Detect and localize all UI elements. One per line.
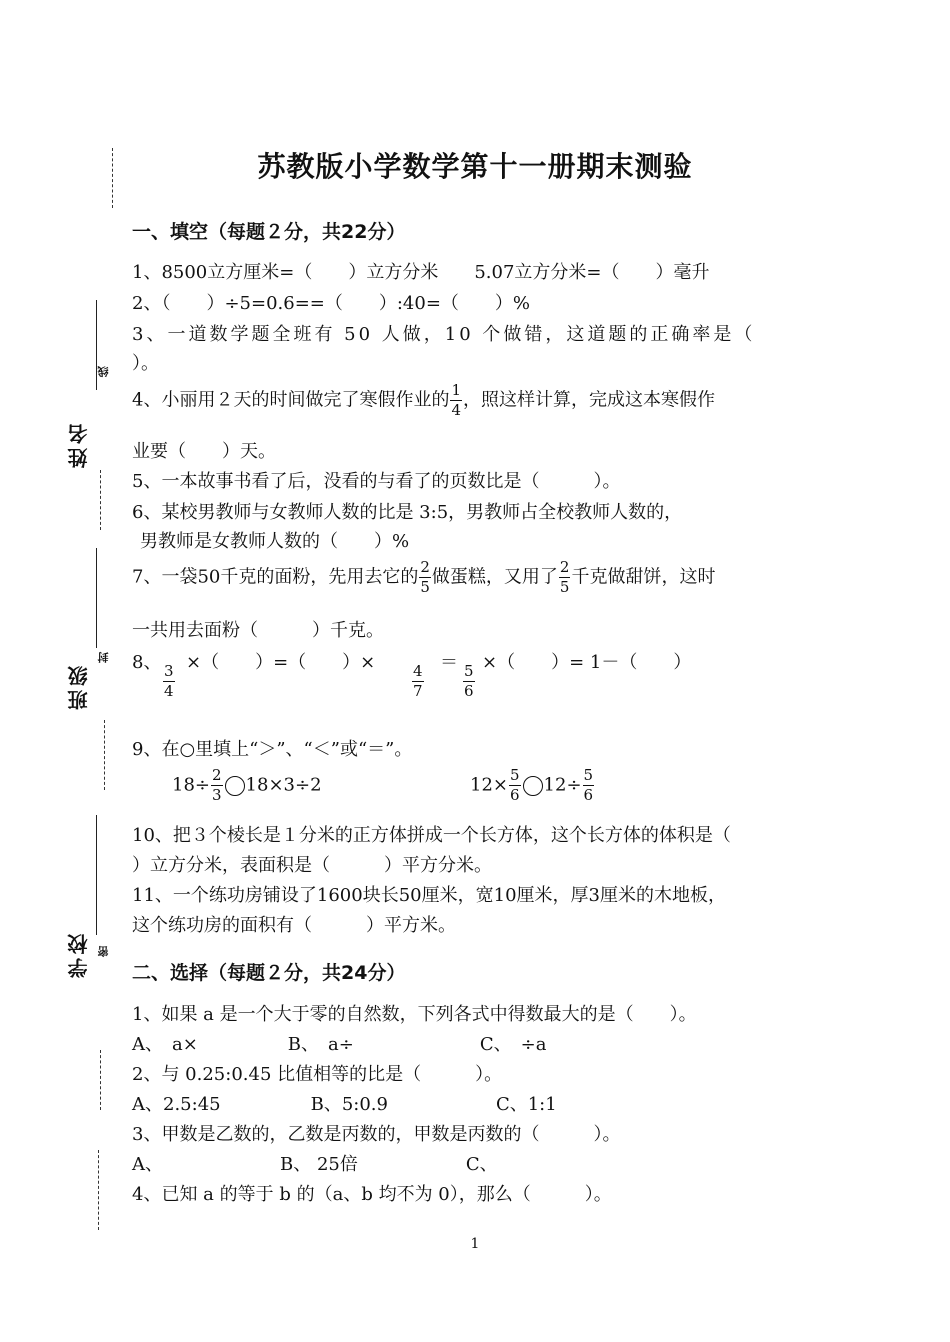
section-2-heading: 二、选择（每题２分，共24分） <box>132 962 406 984</box>
question-1-2: 2、（ ）÷5=0.6==（ ）:40=（ ）% <box>132 293 531 314</box>
question-2-3-options: A、 B、 25倍 C、 <box>132 1154 498 1175</box>
question-1-3: 3、一道数学题全班有 50 人做，10 个做错，这道题的正确率是（ <box>132 324 756 345</box>
question-1-5: 5、一本故事书看了后，没看的与看了的页数比是（ ）。 <box>132 471 621 492</box>
question-1-8-equals: ＝ <box>440 652 458 673</box>
question-1-7-cont: 一共用去面粉（ ）千克。 <box>132 620 384 641</box>
fraction: $\frac{5}{6}$ <box>464 662 474 700</box>
question-1-8-frac3 <box>462 662 476 701</box>
question-1-8-frac2 <box>411 662 425 701</box>
class-label: 班级 <box>67 662 91 710</box>
binding-dash <box>104 720 105 790</box>
question-1-11: 11、一个练功房铺设了1600块长50厘米，宽10厘米，厚3厘米的木地板， <box>132 885 726 906</box>
compare-expression-2: 12× $\frac{5}{6}$ 12÷ $\frac{5}{6}$ <box>470 766 594 804</box>
fraction: $\frac{5}{6}$ <box>583 766 594 804</box>
question-1-10-cont: ）立方分米，表面积是（ ）平方分米。 <box>132 855 492 876</box>
class-underline <box>96 548 97 648</box>
fraction: $\frac{4}{7}$ <box>413 662 423 700</box>
page-title: 苏教版小学数学第十一册期末测验 <box>257 150 693 183</box>
question-1-8: 8、 <box>132 652 162 673</box>
compare-expression-1: 18÷ $\frac{2}{3}$ 18×3÷2 <box>172 766 322 804</box>
question-2-1-options: A、 a× B、 a÷ C、 ÷a <box>132 1034 547 1055</box>
binding-mark-seal: 封 <box>97 652 110 663</box>
fraction: $\frac{2}{5}$ <box>420 558 430 596</box>
fraction: $\frac{1}{4}$ <box>451 381 461 419</box>
school-label: 学校 <box>67 930 91 978</box>
question-1-7: 7、一袋50千克的面粉，先用去它的 $\frac{2}{5}$ 做蛋糕，又用了 $\frac{2}{5}$ 千克做甜饼，这时 <box>132 558 716 596</box>
binding-mark-secret: 密 <box>97 946 110 957</box>
question-1-9: 9、在○里填上“＞”、“＜”或“＝”。 <box>132 739 413 760</box>
question-2-2-options: A、2.5:45 B、5:0.9 C、1:1 <box>132 1094 557 1115</box>
question-1-4: 4、小丽用２天的时间做完了寒假作业的 $\frac{1}{4}$ ，照这样计算，完成这本寒假作 <box>132 381 715 419</box>
binding-dash <box>100 470 101 530</box>
question-1-6-cont: 男教师是女教师人数的（ ）% <box>140 531 410 552</box>
question-1-6: 6、某校男教师与女教师人数的比是 3:5，男教师占全校教师人数的， <box>132 502 683 523</box>
compare-circle[interactable] <box>523 776 543 796</box>
question-2-3: 3、甲数是乙数的，乙数是丙数的，甲数是丙数的（ ）。 <box>132 1124 621 1145</box>
question-2-2: 2、与 0.25:0.45 比值相等的比是（ ）。 <box>132 1064 503 1085</box>
binding-dash <box>100 1050 101 1110</box>
question-1-4-cont: 业要（ ）天。 <box>132 441 276 462</box>
question-1-1: 1、8500立方厘米=（ ）立方分米 5.07立方分米=（ ）毫升 <box>132 262 710 283</box>
question-1-8-text1: ×（ ）=（ ）× <box>186 652 376 673</box>
fraction: $\frac{2}{3}$ <box>212 766 222 804</box>
compare-circle[interactable] <box>225 776 245 796</box>
question-2-1: 1、如果 a 是一个大于零的自然数，下列各式中得数最大的是（ ）。 <box>132 1004 697 1025</box>
binding-mark-line: 线 <box>97 366 110 377</box>
fraction: $\frac{5}{6}$ <box>510 766 520 804</box>
binding-dash <box>98 1150 99 1230</box>
fraction: $\frac{2}{5}$ <box>559 558 570 596</box>
question-2-4: 4、已知 a 的等于 b 的（a、b 均不为 0），那么（ ）。 <box>132 1184 612 1205</box>
question-1-3-cont: ）。 <box>132 353 159 374</box>
name-label: 姓名 <box>67 420 91 468</box>
question-1-8-frac1 <box>162 662 176 701</box>
question-1-11-cont: 这个练功房的面积有（ ）平方米。 <box>132 915 456 936</box>
school-underline <box>96 815 97 935</box>
fraction: $\frac{3}{4}$ <box>164 662 174 700</box>
page-number: 1 <box>470 1236 480 1252</box>
question-1-10: 10、把３个棱长是１分米的正方体拼成一个长方体，这个长方体的体积是（ <box>132 825 731 846</box>
section-1-heading: 一、填空（每题２分，共22分） <box>132 221 406 243</box>
question-1-8-text2: ×（ ）= 1－（ ） <box>482 652 692 673</box>
